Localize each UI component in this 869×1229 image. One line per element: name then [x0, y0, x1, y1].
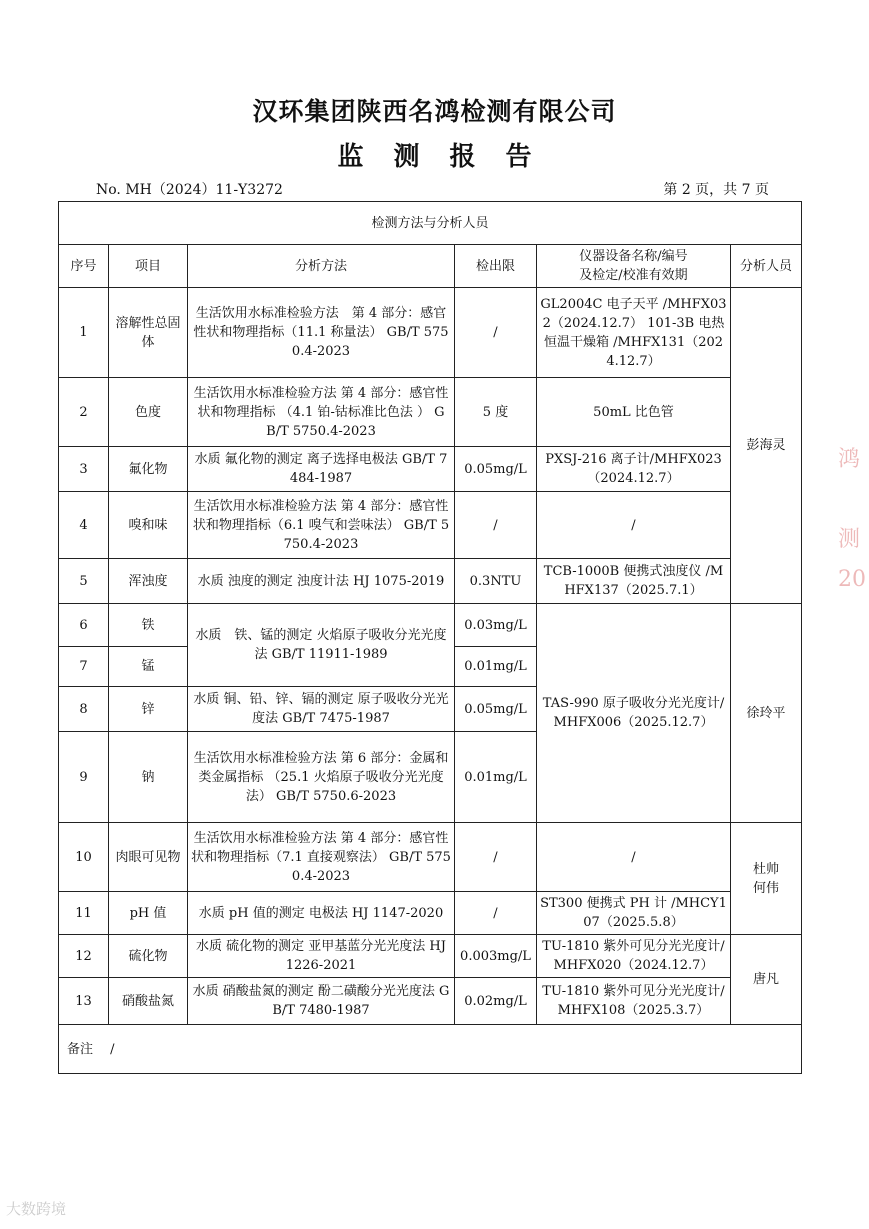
analyst-cell: 彭海灵 [731, 288, 802, 604]
row-no: 5 [59, 559, 109, 604]
row-method: 水质 氟化物的测定 离子选择电极法 GB/T 7484-1987 [188, 447, 455, 492]
row-item: pH 值 [109, 892, 188, 935]
table-row [59, 892, 802, 935]
remark-cell [59, 1025, 802, 1074]
row-limit: 0.05mg/L [455, 447, 537, 492]
row-instrument: TU-1810 紫外可见分光光度计/MHFX108（2025.3.7） [537, 978, 731, 1025]
report-number: No. MH（2024）11-Y3272 [96, 182, 283, 198]
row-method: 生活饮用水标准检验方法 第 4 部分：感官性状和物理指标 （4.1 铂-钴标准比色法 ） GB/T 5750.4-2023 [188, 378, 455, 447]
analyst-cell: 杜帅 何伟 [731, 823, 802, 935]
row-item: 锰 [109, 647, 188, 687]
col-header-item: 项目 [109, 245, 188, 288]
row-method: 生活饮用水标准检验方法 第 6 部分：金属和类金属指标 （25.1 火焰原子吸收分光光度法） GB/T 5750.6-2023 [188, 732, 455, 823]
row-no: 12 [59, 935, 109, 978]
remark-value: / [110, 1041, 115, 1057]
row-limit: 0.05mg/L [455, 687, 537, 732]
row-limit: 5 度 [455, 378, 537, 447]
row-instrument: TU-1810 紫外可见分光光度计/MHFX020（2024.12.7） [537, 935, 731, 978]
table-row [59, 935, 802, 978]
row-no: 13 [59, 978, 109, 1025]
row-method: 水质 pH 值的测定 电极法 HJ 1147-2020 [188, 892, 455, 935]
row-limit: / [455, 892, 537, 935]
row-no: 1 [59, 288, 109, 378]
report-title: 监测报告 [337, 142, 562, 172]
remark-label: 备注 [67, 1041, 94, 1057]
row-instrument: TCB-1000B 便携式浊度仪 /MHFX137（2025.7.1） [537, 559, 731, 604]
row-method: 生活饮用水标准检验方法 第 4 部分：感官性状和物理指标（11.1 称量法） GB/T 5750.4-2023 [188, 288, 455, 378]
row-limit: / [455, 492, 537, 559]
row-method: 生活饮用水标准检验方法 第 4 部分：感官性状和物理指标（6.1 嗅气和尝味法） GB/T 5750.4-2023 [188, 492, 455, 559]
table-row [59, 604, 802, 647]
row-item: 硫化物 [109, 935, 188, 978]
analyst-cell: 徐玲平 [731, 604, 802, 823]
row-limit: 0.02mg/L [455, 978, 537, 1025]
table-row [59, 559, 802, 604]
row-item: 锌 [109, 687, 188, 732]
row-instrument: 50mL 比色管 [537, 378, 731, 447]
row-limit: / [455, 288, 537, 378]
row-no: 8 [59, 687, 109, 732]
company-name: 汉环集团陕西名鸿检测有限公司 [252, 97, 617, 126]
row-method: 水质 硝酸盐氮的测定 酚二磺酸分光光度法 GB/T 7480-1987 [188, 978, 455, 1025]
row-limit: 0.03mg/L [455, 604, 537, 647]
row-instrument: / [537, 492, 731, 559]
watermark-logo: 大数跨境 [6, 1200, 67, 1218]
table-caption: 检测方法与分析人员 [59, 202, 802, 245]
table-header-row [59, 245, 802, 288]
row-limit: 0.3NTU [455, 559, 537, 604]
col-header-instrument: 仪器设备名称/编号 及检定/校准有效期 [537, 245, 731, 288]
col-header-analyst: 分析人员 [731, 245, 802, 288]
table-row [59, 447, 802, 492]
row-item: 肉眼可见物 [109, 823, 188, 892]
row-no: 6 [59, 604, 109, 647]
table-row [59, 823, 802, 892]
row-limit: 0.01mg/L [455, 732, 537, 823]
remark-row [59, 1025, 802, 1074]
row-no: 7 [59, 647, 109, 687]
row-item: 硝酸盐氮 [109, 978, 188, 1025]
row-method: 水质 浊度的测定 浊度计法 HJ 1075-2019 [188, 559, 455, 604]
col-header-no: 序号 [59, 245, 109, 288]
row-method: 水质 硫化物的测定 亚甲基蓝分光光度法 HJ 1226-2021 [188, 935, 455, 978]
row-method: 水质 铜、铅、锌、镉的测定 原子吸收分光光度法 GB/T 7475-1987 [188, 687, 455, 732]
row-item: 钠 [109, 732, 188, 823]
row-instrument: PXSJ-216 离子计/MHFX023 （2024.12.7） [537, 447, 731, 492]
row-no: 3 [59, 447, 109, 492]
table-row [59, 288, 802, 378]
row-instrument: / [537, 823, 731, 892]
seal-stamp-fragment: 鸿 测 20 [838, 447, 866, 592]
row-method: 水质 铁、锰的测定 火焰原子吸收分光光度法 GB/T 11911-1989 [188, 604, 455, 687]
row-no: 10 [59, 823, 109, 892]
row-limit: 0.01mg/L [455, 647, 537, 687]
page-number: 第 2 页，共 7 页 [663, 182, 769, 198]
row-instrument: ST300 便携式 PH 计 /MHCY107（2025.5.8） [537, 892, 731, 935]
table-row [59, 378, 802, 447]
col-header-limit: 检出限 [455, 245, 537, 288]
row-no: 2 [59, 378, 109, 447]
row-no: 9 [59, 732, 109, 823]
row-method: 生活饮用水标准检验方法 第 4 部分：感官性状和物理指标（7.1 直接观察法） GB/T 5750.4-2023 [188, 823, 455, 892]
row-limit: 0.003mg/L [455, 935, 537, 978]
row-no: 4 [59, 492, 109, 559]
methods-table [58, 201, 802, 1074]
analyst-cell: 唐凡 [731, 935, 802, 1025]
row-limit: / [455, 823, 537, 892]
row-no: 11 [59, 892, 109, 935]
col-header-method: 分析方法 [188, 245, 455, 288]
table-row [59, 978, 802, 1025]
row-item: 色度 [109, 378, 188, 447]
row-item: 浑浊度 [109, 559, 188, 604]
row-instrument: TAS-990 原子吸收分光光度计/MHFX006（2025.12.7） [537, 604, 731, 823]
row-instrument: GL2004C 电子天平 /MHFX032（2024.12.7） 101-3B 电热恒温干燥箱 /MHFX131（2024.12.7） [537, 288, 731, 378]
row-item: 氟化物 [109, 447, 188, 492]
table-row [59, 492, 802, 559]
row-item: 铁 [109, 604, 188, 647]
row-item: 嗅和味 [109, 492, 188, 559]
row-item: 溶解性总固体 [109, 288, 188, 378]
